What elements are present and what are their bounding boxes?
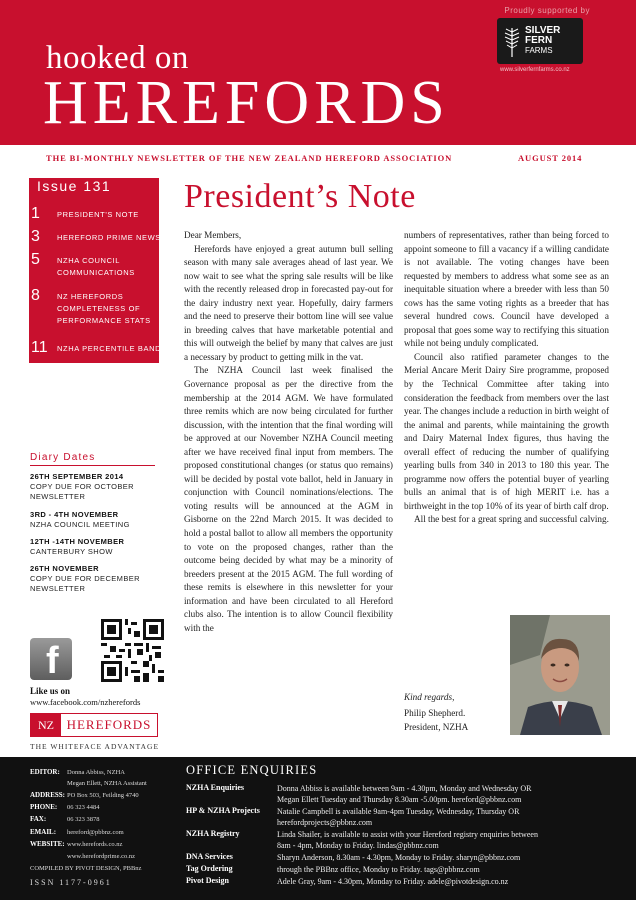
office-line: Adele Gray, 9am - 4.30pm, Monday to Friday. adele@pivotdesign.co.nz bbox=[277, 877, 509, 886]
toc-page: 1 bbox=[31, 205, 40, 222]
office-label: HP & NZHA Projects bbox=[186, 806, 260, 815]
contact-label: EDITOR: bbox=[30, 768, 60, 776]
diary-text: NZHA COUNCIL MEETING bbox=[30, 520, 130, 529]
office-line: through the PBBnz office, Monday to Friday. tags@pbbnz.com bbox=[277, 865, 480, 874]
contact-value: Donna Abbiss, NZHA bbox=[67, 769, 125, 776]
divider bbox=[30, 465, 155, 466]
office-line: herefordprojects@pbbnz.com bbox=[277, 818, 373, 827]
salutation: Dear Members, bbox=[184, 230, 242, 240]
article-title: President’s Note bbox=[184, 178, 416, 215]
contact-label: ADDRESS: bbox=[30, 791, 66, 799]
issn: ISSN 1177-0961 bbox=[30, 878, 112, 887]
diary-text: COPY DUE FOR DECEMBER NEWSLETTER bbox=[30, 574, 140, 593]
office-line: Natalie Campbell is available 9am-4pm Tuesday, Wednesday, Thursday OR bbox=[277, 807, 520, 816]
diary-text: COPY DUE FOR OCTOBER NEWSLETTER bbox=[30, 482, 134, 501]
paragraph: Council also ratified parameter changes to the Merial Ancare Merit Dairy Sire programme, proposed by the Technical Committee after taking into consideration the feedback from members over the last year. The changes include a reduction in birth weight of the animal and parents, while maintaining the growth and Dairy Maternal Index figures, thus having the overall effect of reducing the number of qualifying yearling bulls from 340 in 2013 to 180 this year. The programme now offers the potential buyer of yearling bulls an animal that is of high MERIT i.e. has a birthweight in the top 10% of its year of birth calf drop. bbox=[404, 351, 609, 511]
diary-date: 12TH -14TH NOVEMBER bbox=[30, 537, 125, 546]
office-detail bbox=[277, 864, 617, 875]
paragraph: All the best for a great spring and successful calving. bbox=[414, 514, 609, 525]
office-detail bbox=[277, 829, 617, 851]
contact-label: PHONE: bbox=[30, 803, 58, 811]
sponsor-logo bbox=[497, 18, 583, 64]
article-column-1 bbox=[184, 229, 393, 635]
contact-label: FAX: bbox=[30, 815, 47, 823]
contact-value: 06 323 4484 bbox=[67, 804, 100, 811]
toc-label: NZ HEREFORDS COMPLETENESS OF PERFORMANCE STATS bbox=[57, 292, 151, 325]
signoff: Kind regards, bbox=[404, 692, 455, 702]
office-line: Megan Ellett Tuesday and Thursday 8.30am -5.00pm. hereford@pbbnz.com bbox=[277, 795, 522, 804]
fern-icon bbox=[503, 24, 521, 58]
sponsor-name-line: FARMS bbox=[525, 46, 553, 55]
office-line: Sharyn Anderson, 8.30am - 4.30pm, Monday to Friday. sharyn@pbbnz.com bbox=[277, 853, 521, 862]
toc-page: 3 bbox=[31, 228, 40, 245]
tagline: THE WHITEFACE ADVANTAGE bbox=[30, 742, 160, 751]
issue-date: AUGUST 2014 bbox=[518, 153, 583, 163]
facebook-link[interactable]: www.facebook.com/nzherefords bbox=[30, 697, 141, 707]
title-small: hooked on bbox=[46, 40, 189, 76]
qr-code-icon bbox=[101, 619, 164, 682]
office-detail bbox=[277, 783, 617, 805]
contact-value: PO Box 503, Feilding 4740 bbox=[67, 792, 139, 799]
toc-page: 8 bbox=[31, 287, 40, 304]
toc-label: NZHA COUNCIL COMMUNICATIONS bbox=[57, 256, 135, 277]
like-us-label: Like us on bbox=[30, 686, 71, 696]
compiled-by: COMPILED BY PIVOT DESIGN, PBBnz bbox=[30, 865, 142, 872]
office-label: DNA Services bbox=[186, 852, 233, 861]
office-label: Pivot Design bbox=[186, 876, 229, 885]
website-link[interactable]: www.herefords.co.nz bbox=[67, 841, 123, 848]
sponsor-name bbox=[525, 26, 560, 56]
signatory-role: President, NZHA bbox=[404, 722, 469, 732]
toc-page: 5 bbox=[31, 251, 40, 268]
office-line: 8am - 4pm, Monday to Friday. lindas@pbbnz.com bbox=[277, 841, 439, 850]
office-label: NZHA Registry bbox=[186, 829, 240, 838]
office-detail bbox=[277, 876, 617, 887]
contact-label: EMAIL: bbox=[30, 828, 57, 836]
sponsor-label: Proudly supported by bbox=[504, 6, 590, 15]
contact-value: 06 323 3878 bbox=[67, 816, 100, 823]
paragraph: Herefords have enjoyed a great autumn bull selling season with many sale averages ahead of last year. We now wait to see what the spring sale results will be like with the recently released drop in forecasted pay-out for the dairy industry next year. Hopefully, dairy farmers and the need to preserve their bottom line will see value in breeding calves that have marketable potential and this will outweigh the belief by many that calves are just a necessary by product to getting milk in the vat. bbox=[184, 243, 393, 362]
office-line: Linda Shailer, is available to assist with your Hereford registry enquiries between bbox=[277, 830, 538, 839]
signatory-name: Philip Shepherd. bbox=[404, 708, 466, 718]
sponsor-name-line: SILVER bbox=[525, 25, 561, 36]
contact-label: WEBSITE: bbox=[30, 840, 65, 848]
office-detail bbox=[277, 852, 617, 863]
logo-herefords: HEREFORDS bbox=[66, 717, 152, 732]
toc-label: HEREFORD PRIME NEWS bbox=[57, 233, 161, 242]
office-enquiries-title: OFFICE ENQUIRIES bbox=[186, 763, 318, 777]
diary-date: 26TH SEPTEMBER 2014 bbox=[30, 472, 124, 481]
sponsor-name-line: FERN bbox=[525, 35, 553, 46]
paragraph: The NZHA Council last week finalised the Governance proposal as per the directive from the membership at the 2014 AGM. We have formulated three remits which are now being circulated for further discussion, with the intention that the final wording will be approved at our November NZHA Council meeting after we have received final input from members. The proposed constitutional changes (or status quo remains) will be decided by postal vote ballot, held in January in conjunction with Council nominations/elections. The voting results will be announced at the AGM in Gisborne on the 22nd March 2015. It was decided to hold a postal ballot to allow all members the opportunity to vote on the proposed changes, rather than the outcome being decided by what may be a minority of breeders present at the 2015 AGM. The full wording of these remits is elsewhere in this newsletter for your information and have been circulated to all Hereford clubs also. The intention is to allow Council flexibility with the bbox=[184, 365, 393, 633]
sponsor-url[interactable]: www.silverfernfarms.co.nz bbox=[500, 67, 570, 73]
toc-label: PRESIDENT'S NOTE bbox=[57, 210, 139, 219]
paragraph: numbers of representatives, rather than being forced to appoint someone to fill a vacancy if a willing candidate is not available. The voting changes have been requested by members to address what some see as an inequitable situation where a breeder with less than 50 cows has the same voting rights as a breeder that has several hundred cows. Council have developed a proposal that goes some way to rectifying this situation while not being unduly complicated. bbox=[404, 230, 609, 349]
title-big: HEREFORDS bbox=[43, 69, 450, 137]
diary-date: 26TH NOVEMBER bbox=[30, 564, 99, 573]
diary-title: Diary Dates bbox=[30, 452, 96, 463]
toc-label: NZHA PERCENTILE BANDS bbox=[57, 344, 167, 353]
email-link[interactable]: hereford@pbbnz.com bbox=[67, 829, 124, 836]
toc-page: 11 bbox=[31, 339, 48, 356]
office-line: Donna Abbiss is available between 9am - 4.30pm, Monday and Wednesday OR bbox=[277, 784, 532, 793]
contact-value: Megan Ellett, NZHA Assistant bbox=[67, 780, 147, 787]
diary-text: CANTERBURY SHOW bbox=[30, 547, 113, 556]
issue-number: Issue 131 bbox=[37, 178, 112, 194]
website-link[interactable]: www.herefordprime.co.nz bbox=[67, 853, 135, 860]
facebook-icon[interactable]: f bbox=[30, 638, 72, 680]
table-of-contents bbox=[29, 178, 167, 363]
office-label: Tag Ordering bbox=[186, 864, 233, 873]
logo-nz: NZ bbox=[31, 714, 61, 736]
diary-date: 3RD - 4TH NOVEMBER bbox=[30, 510, 119, 519]
office-detail bbox=[277, 806, 617, 828]
president-photo bbox=[510, 615, 610, 735]
office-label: NZHA Enquiries bbox=[186, 783, 245, 792]
article-column-2 bbox=[404, 229, 609, 527]
newsletter-subtitle: THE BI-MONTHLY NEWSLETTER OF THE NEW ZEALAND HEREFORD ASSOCIATION bbox=[46, 153, 453, 163]
nz-herefords-logo bbox=[30, 713, 158, 737]
masthead bbox=[0, 0, 636, 145]
